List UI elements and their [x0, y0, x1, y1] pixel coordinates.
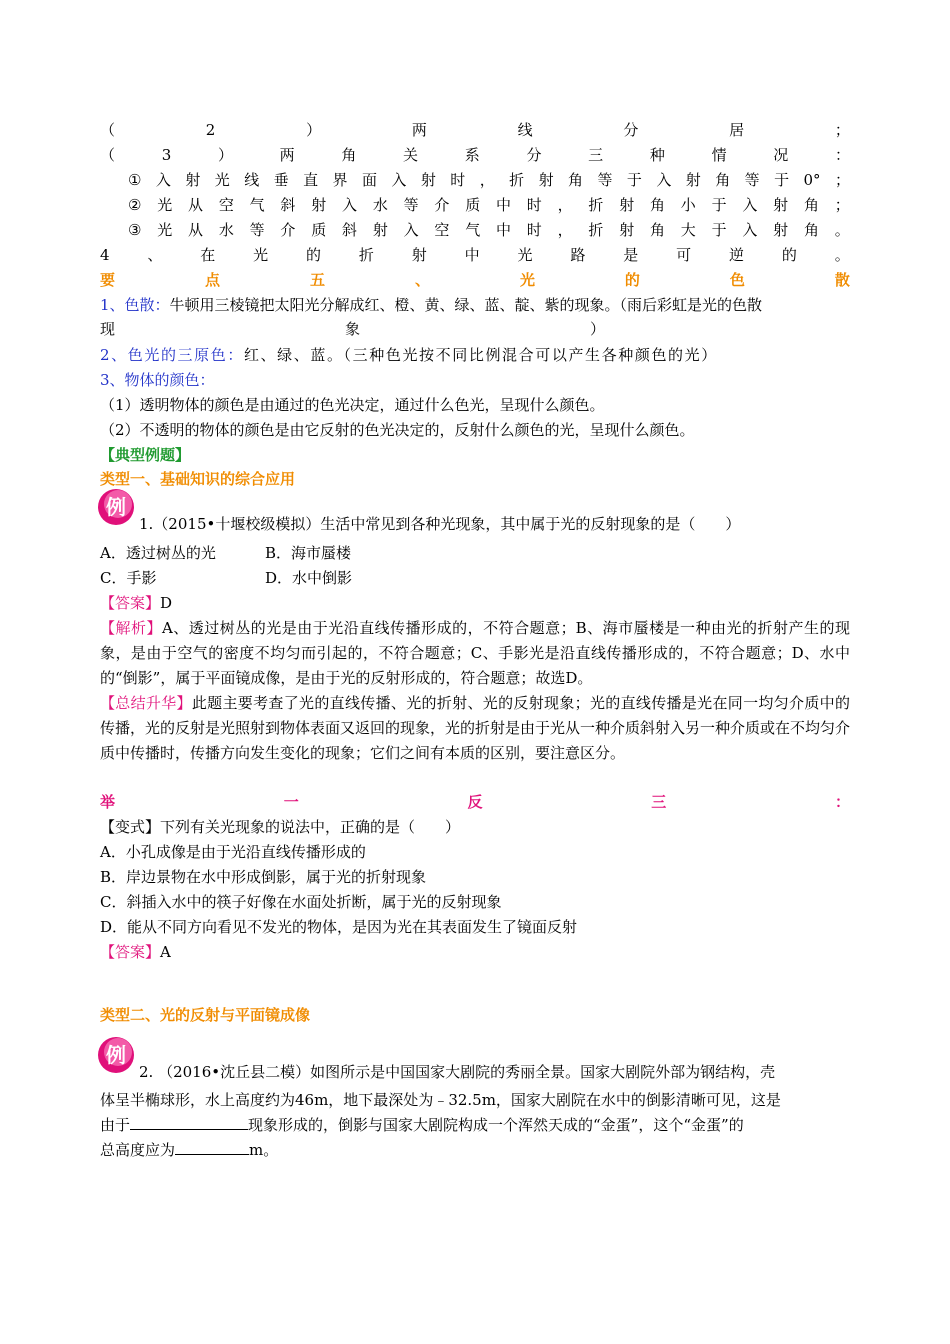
glyph: 。	[834, 246, 850, 264]
glyph: 射	[538, 171, 554, 189]
glyph: 射	[420, 171, 436, 189]
glyph: 大	[680, 221, 696, 239]
glyph: ；	[834, 121, 850, 139]
glyph: 界	[332, 171, 348, 189]
q4-suffix: m。	[249, 1141, 279, 1159]
type1-heading: 类型一、基础知识的综合应用	[100, 470, 296, 488]
glyph: 线	[517, 121, 533, 139]
answer-label: 【答案】	[100, 594, 161, 612]
glyph: 点	[204, 271, 220, 289]
glyph: 五	[309, 271, 325, 289]
object-color-line	[100, 368, 850, 393]
glyph: 于	[774, 171, 790, 189]
glyph: 两	[279, 146, 295, 164]
glyph: 斜	[280, 196, 296, 214]
type1-question: 1.（2015•十堰校级模拟）生活中常见到各种光现象，其中属于光的反射现象的是（ ）	[139, 515, 741, 533]
glyph: 可	[676, 246, 692, 264]
glyph: 现	[100, 320, 116, 338]
glyph: 入	[656, 171, 672, 189]
glyph: 在	[200, 246, 216, 264]
glyph: 2	[205, 121, 216, 139]
glyph: 质	[311, 221, 327, 239]
variant-answer-label: 【答案】	[100, 943, 161, 961]
glyph: 况	[773, 146, 789, 164]
variant-option-a: A．小孔成像是由于光沿直线传播形成的	[100, 843, 366, 861]
glyph: 线	[244, 171, 260, 189]
glyph: 射	[311, 196, 327, 214]
glyph: ）	[217, 146, 233, 164]
answer-blank-1[interactable]	[130, 1113, 248, 1130]
glyph: 于	[711, 221, 727, 239]
q4-prefix: 总高度应为	[100, 1141, 176, 1159]
glyph: 三	[651, 793, 667, 811]
q3-prefix: 由于	[100, 1116, 131, 1134]
glyph: ，	[557, 196, 573, 214]
glyph: 分	[526, 146, 542, 164]
object-color-1: （1）透明物体的颜色是由通过的色光决定，通过什么色光，呈现什么颜色。	[100, 396, 605, 414]
glyph: 中	[496, 221, 512, 239]
option-c: C．手影	[100, 569, 157, 587]
glyph: 折	[588, 221, 604, 239]
glyph: 居	[729, 121, 745, 139]
dispersion-continuation	[100, 317, 605, 342]
glyph: 入	[742, 221, 758, 239]
option-d: D．水中倒影	[265, 569, 353, 587]
glyph: 的	[781, 246, 797, 264]
type1-options-row-1	[100, 541, 850, 566]
glyph: 、	[414, 271, 430, 289]
glyph: 射	[773, 221, 789, 239]
variant-text: 下列有关光现象的说法中，正确的是（ ）	[160, 818, 461, 836]
refraction-case-2	[128, 193, 850, 218]
glyph: 折	[358, 246, 374, 264]
variant-label: 【变式】	[100, 818, 161, 836]
glyph: 射	[685, 171, 701, 189]
type2-question-line-2: 体呈半椭球形，水上高度约为46m，地下最深处为﹣32.5m，国家大剧院在水中的倒影清晰可见，这是	[100, 1091, 781, 1109]
summary-label: 【总结升华】	[100, 694, 192, 712]
glyph: 角	[649, 221, 665, 239]
glyph: 的	[306, 246, 322, 264]
glyph: 射	[185, 171, 201, 189]
glyph: ②	[128, 196, 142, 214]
glyph: 系	[464, 146, 480, 164]
q3-suffix: 现象形成的，倒影与国家大剧院构成一个浑然天成的“金蛋”，这个“金蛋”的	[248, 1116, 744, 1134]
glyph: ；	[834, 171, 850, 189]
glyph: 水	[372, 196, 388, 214]
glyph: 中	[496, 196, 512, 214]
example-badge-icon	[97, 1035, 137, 1075]
glyph: 质	[465, 196, 481, 214]
primary-colors-line	[100, 343, 850, 368]
glyph: 折	[509, 171, 525, 189]
glyph: 光	[519, 271, 535, 289]
refraction-line-4	[100, 243, 850, 268]
answer-blank-2[interactable]	[175, 1138, 249, 1155]
glyph: 等	[403, 196, 419, 214]
example-badge-text: 例	[106, 495, 126, 519]
glyph: 的	[624, 271, 640, 289]
glyph: 、	[147, 246, 163, 264]
glyph: 情	[711, 146, 727, 164]
glyph: 等	[249, 221, 265, 239]
refraction-line-3	[100, 143, 850, 168]
glyph: ③	[128, 221, 142, 239]
analysis-text: A、透过树丛的光是由于光沿直线传播形成的，不符合题意；B、海市蜃楼是一种由光的折射产生的现象，是由于空气的密度不均匀而引起的，不符合题意；C、手影光是沿直线传播形成的，不符合题意；D、水中的“倒影”，属于平面镜成像，是由于光的反射形成的，符合题意；故选D。	[100, 619, 850, 687]
glyph: 射	[372, 221, 388, 239]
summary-text: 此题主要考查了光的直线传播、光的折射、光的反射现象；光的直线传播是光在同一均匀介质中的传播，光的反射是光照射到物体表面又返回的现象，光的折射是由于光从一种介质斜射入另一种介质或在不均匀介质中传播时，传播方向发生变化的现象；它们之间有本质的区别，要注意区分。	[100, 694, 851, 762]
glyph: 4	[100, 246, 110, 264]
glyph: 光	[253, 246, 269, 264]
type1-analysis	[100, 616, 850, 691]
glyph: 分	[623, 121, 639, 139]
glyph: 两	[411, 121, 427, 139]
dispersion-line	[100, 293, 850, 318]
glyph: 时	[526, 196, 542, 214]
variant-question	[100, 815, 850, 840]
glyph: 光	[214, 171, 230, 189]
glyph: ，	[557, 221, 573, 239]
glyph: 气	[465, 221, 481, 239]
glyph: 入	[155, 171, 171, 189]
glyph: 射	[619, 221, 635, 239]
glyph: （	[100, 121, 116, 139]
glyph: 三	[588, 146, 604, 164]
glyph: 等	[744, 171, 760, 189]
type1-options-row-2	[100, 566, 850, 591]
type1-answer	[100, 591, 850, 616]
examples-heading: 【典型例题】	[100, 446, 191, 464]
glyph: 于	[626, 171, 642, 189]
glyph: 举	[100, 793, 116, 811]
glyph: 空	[218, 196, 234, 214]
type2-question-line-1: 2. （2016•沈丘县二模）如图所示是中国国家大剧院的秀丽全景。国家大剧院外部为钢结构，壳	[139, 1063, 776, 1081]
dispersion-label: 1、色散：	[100, 296, 170, 314]
type2-heading: 类型二、光的反射与平面镜成像	[100, 1006, 311, 1024]
glyph: 入	[403, 221, 419, 239]
analysis-label: 【解析】	[100, 619, 162, 637]
point5-heading	[100, 268, 850, 293]
glyph: 色	[729, 271, 745, 289]
glyph: 射	[411, 246, 427, 264]
glyph: 于	[711, 196, 727, 214]
variant-answer-value: A	[160, 943, 171, 961]
glyph: ，	[479, 171, 495, 189]
glyph: 象	[344, 320, 360, 338]
glyph: 斜	[342, 221, 358, 239]
answer-value: D	[160, 594, 173, 612]
variant-option-b: B．岸边景物在水中形成倒影，属于光的折射现象	[100, 868, 427, 886]
glyph: ）	[589, 320, 605, 338]
glyph: 小	[680, 196, 696, 214]
glyph: 射	[773, 196, 789, 214]
glyph: 入	[391, 171, 407, 189]
type1-summary	[100, 691, 850, 766]
glyph: 散	[834, 271, 850, 289]
glyph: 3	[161, 146, 172, 164]
glyph: 中	[464, 246, 480, 264]
refraction-case-1	[128, 168, 850, 193]
glyph: 是	[623, 246, 639, 264]
glyph: 面	[361, 171, 377, 189]
glyph: 0°	[803, 171, 821, 189]
glyph: 光	[157, 221, 173, 239]
glyph: 逆	[729, 246, 745, 264]
variant-answer	[100, 940, 850, 965]
glyph: 路	[570, 246, 586, 264]
glyph: （	[100, 146, 116, 164]
example-badge-icon	[97, 487, 137, 527]
glyph: 角	[803, 221, 819, 239]
glyph: 时	[526, 221, 542, 239]
glyph: 关	[403, 146, 419, 164]
glyph: 一	[283, 793, 299, 811]
glyph: 光	[157, 196, 173, 214]
glyph: 垂	[273, 171, 289, 189]
object-label: 3、物体的颜色：	[100, 371, 215, 389]
dispersion-text: 牛顿用三棱镜把太阳光分解成红、橙、黄、绿、蓝、靛、紫的现象。（雨后彩虹是光的色散	[169, 296, 763, 314]
variant-option-c: C．斜插入水中的筷子好像在水面处折断，属于光的反射现象	[100, 893, 502, 911]
glyph: 入	[742, 196, 758, 214]
glyph: ：	[834, 146, 850, 164]
glyph: 空	[434, 221, 450, 239]
glyph: 角	[568, 171, 584, 189]
option-a: A．透过树丛的光	[100, 544, 216, 562]
glyph: 时	[450, 171, 466, 189]
primary-label: 2、色光的三原色：	[100, 346, 244, 364]
glyph: 气	[249, 196, 265, 214]
glyph: 入	[342, 196, 358, 214]
option-b: B．海市蜃楼	[265, 544, 352, 562]
glyph: 从	[188, 196, 204, 214]
glyph: 直	[303, 171, 319, 189]
object-color-2: （2）不透明的物体的颜色是由它反射的色光决定的，反射什么颜色的光，呈现什么颜色。	[100, 421, 695, 439]
glyph: 水	[218, 221, 234, 239]
glyph: 等	[597, 171, 613, 189]
refraction-case-3	[128, 218, 850, 243]
variant-option-d: D．能从不同方向看见不发光的物体，是因为光在其表面发生了镜面反射	[100, 918, 578, 936]
glyph: 介	[280, 221, 296, 239]
refraction-line-2	[100, 118, 850, 143]
glyph: 介	[434, 196, 450, 214]
glyph: 角	[341, 146, 357, 164]
glyph: 角	[803, 196, 819, 214]
glyph: 要	[100, 271, 116, 289]
glyph: 种	[649, 146, 665, 164]
glyph: ：	[834, 793, 850, 811]
glyph: 射	[619, 196, 635, 214]
type2-question-line-4	[100, 1138, 850, 1163]
example-badge-text: 例	[106, 1043, 126, 1067]
glyph: 角	[715, 171, 731, 189]
glyph: 从	[188, 221, 204, 239]
glyph: ①	[128, 171, 142, 189]
type2-question-line-3	[100, 1113, 850, 1138]
glyph: 角	[649, 196, 665, 214]
glyph: 反	[467, 793, 483, 811]
glyph: ）	[306, 121, 322, 139]
glyph: 。	[834, 221, 850, 239]
glyph: 折	[588, 196, 604, 214]
glyph: 光	[517, 246, 533, 264]
primary-text: 红、绿、蓝。（三种色光按不同比例混合可以产生各种颜色的光）	[243, 346, 718, 364]
glyph: ；	[834, 196, 850, 214]
extend-heading	[100, 790, 850, 815]
